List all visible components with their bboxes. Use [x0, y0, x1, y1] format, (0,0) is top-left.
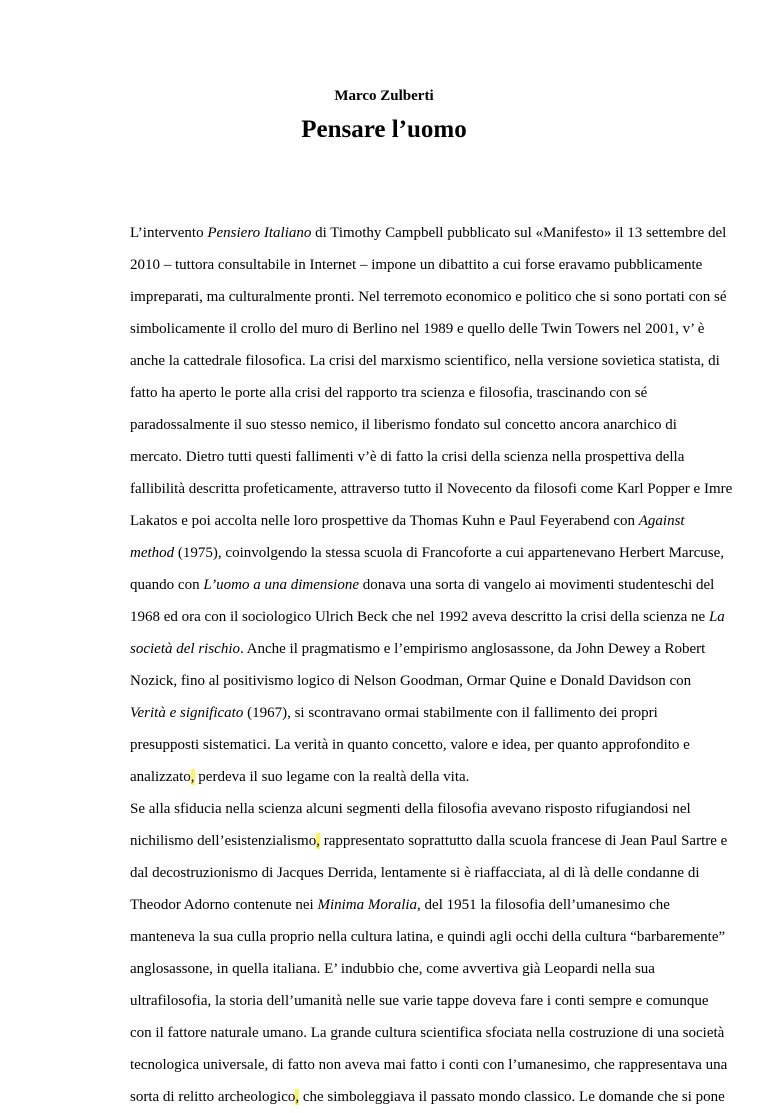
text-line: [130, 409, 677, 441]
text-line: [130, 473, 733, 505]
text-segment: Nozick, fino al positivismo logico di Nelson Goodman, Ormar Quine e Donald Davidson con: [130, 673, 692, 689]
text-segment: analizzato: [130, 769, 191, 785]
text-segment: donava una sorta di vangelo ai movimenti studenteschi del: [359, 577, 715, 593]
text-segment: presupposti sistematici. La verità in quanto concetto, valore e idea, per quanto approfondito e: [130, 737, 690, 753]
text-segment: . Anche il pragmatismo e l’empirismo anglosassone, da John Dewey a Robert: [239, 641, 706, 657]
text-segment: ultrafilosofia, la storia dell’umanità nelle sue varie tappe doveva fare i conti sempre e comunque: [130, 993, 709, 1009]
text-segment: quando con: [130, 577, 204, 593]
text-line: [130, 665, 692, 697]
text-segment: anglosassone, in quella italiana. E’ indubbio che, come avvertiva già Leopardi nella sua: [130, 961, 655, 977]
text-segment: impreparati, ma culturalmente pronti. Nel terremoto economico e politico che si sono portati con sé: [130, 289, 727, 305]
paragraph: [130, 793, 728, 1113]
text-line: [130, 249, 703, 281]
highlighted-mark: ,: [190, 769, 195, 785]
text-segment: (1975), coinvolgendo la stessa scuola di Francoforte a cui appartenevano Herbert Marcuse,: [174, 545, 724, 561]
italic-title: L’uomo a una dimensione: [203, 577, 360, 593]
text-line: [130, 313, 705, 345]
text-line: [130, 505, 685, 537]
text-segment: con il fattore naturale umano. La grande cultura scientifica sfociata nella costruzione di una società: [130, 1025, 725, 1041]
text-segment: (1967), si scontravano ormai stabilmente con il fallimento dei propri: [243, 705, 658, 721]
text-line: [130, 953, 655, 985]
text-line: [130, 921, 726, 953]
text-line: [130, 601, 725, 633]
text-segment: manteneva la sua culla proprio nella cultura latina, e quindi agli occhi della cultura “barbaremente”: [130, 929, 726, 945]
text-segment: paradossalmente il suo stesso nemico, il liberismo fondato sul concetto ancora anarchico di: [130, 417, 677, 433]
text-line: [130, 697, 658, 729]
text-line: [130, 1017, 725, 1049]
text-line: [130, 857, 700, 889]
text-line: [130, 633, 706, 665]
text-segment: di Timothy Campbell pubblicato sul «Manifesto» il 13 settembre del: [311, 225, 727, 241]
text-segment: mercato. Dietro tutti questi fallimenti v’è di fatto la crisi della scienza nella prospettiva della: [130, 449, 685, 465]
text-segment: che simboleggiava il passato mondo classico. Le domande che si pone: [299, 1089, 725, 1105]
text-line: [130, 217, 727, 249]
text-segment: Theodor Adorno contenute nei: [130, 897, 318, 913]
text-segment: dal decostruzionismo di Jacques Derrida, lentamente si è riaffacciata, al di là delle condanne di: [130, 865, 700, 881]
text-segment: tecnologica universale, di fatto non aveva mai fatto i conti con l’umanesimo, che rappresentava una: [130, 1057, 728, 1073]
text-line: [130, 281, 727, 313]
highlighted-mark: ,: [295, 1089, 300, 1105]
italic-title: Against: [638, 513, 685, 529]
italic-title: Minima Moralia,: [317, 897, 421, 913]
text-segment: fallibilità descritta profeticamente, attraverso tutto il Novecento da filosofi come Karl Popper e Imre: [130, 481, 733, 497]
text-segment: Lakatos e poi accolta nelle loro prospettive da Thomas Kuhn e Paul Feyerabend con: [130, 513, 639, 529]
text-segment: 1968 ed ora con il sociologico Ulrich Beck che nel 1992 aveva descritto la crisi della scienza ne: [130, 609, 709, 625]
text-line: [130, 729, 690, 761]
text-segment: nichilismo dell’esistenzialismo: [130, 833, 317, 849]
text-line: [130, 377, 648, 409]
text-line: [130, 1049, 728, 1081]
text-segment: 2010 – tuttora consultabile in Internet – impone un dibattito a cui forse eravamo pubblicamente: [130, 257, 703, 273]
text-line: [130, 1081, 725, 1113]
highlighted-mark: ,: [316, 833, 320, 849]
text-line: [130, 985, 709, 1017]
author-name: Marco Zulberti: [334, 88, 434, 104]
text-segment: del 1951 la filosofia dell’umanesimo che: [420, 897, 670, 913]
italic-title: method: [130, 545, 175, 561]
text-line: [130, 889, 670, 921]
paragraph: [130, 217, 733, 793]
text-line: [130, 825, 728, 857]
italic-title: Verità e significato: [130, 705, 244, 721]
text-line: [130, 345, 720, 377]
italic-title: La: [708, 609, 725, 625]
text-segment: perdeva il suo legame con la realtà della vita.: [194, 769, 470, 785]
document-title: Pensare l’uomo: [301, 116, 467, 143]
text-line: [130, 793, 691, 825]
text-segment: anche la cattedrale filosofica. La crisi del marxismo scientifico, nella versione sovietica statista, di: [130, 353, 720, 369]
body-text: [130, 217, 733, 1113]
text-line: [130, 537, 724, 569]
text-segment: fatto ha aperto le porte alla crisi del rapporto tra scienza e filosofia, trascinando con sé: [130, 385, 648, 401]
italic-title: Pensiero Italiano: [207, 225, 312, 241]
text-segment: simbolicamente il crollo del muro di Berlino nel 1989 e quello delle Twin Towers nel 2001, v’ è: [130, 321, 705, 337]
text-line: [130, 761, 638, 793]
text-line: [130, 441, 685, 473]
text-segment: rappresentato soprattutto dalla scuola francese di Jean Paul Sartre e: [319, 833, 728, 849]
text-segment: Se alla sfiducia nella scienza alcuni segmenti della filosofia avevano risposto rifugiandosi nel: [130, 801, 691, 817]
text-segment: sorta di relitto archeologico: [130, 1089, 296, 1105]
text-line: [130, 569, 715, 601]
text-segment: L’intervento: [130, 225, 208, 241]
italic-title: società del rischio: [130, 641, 240, 657]
